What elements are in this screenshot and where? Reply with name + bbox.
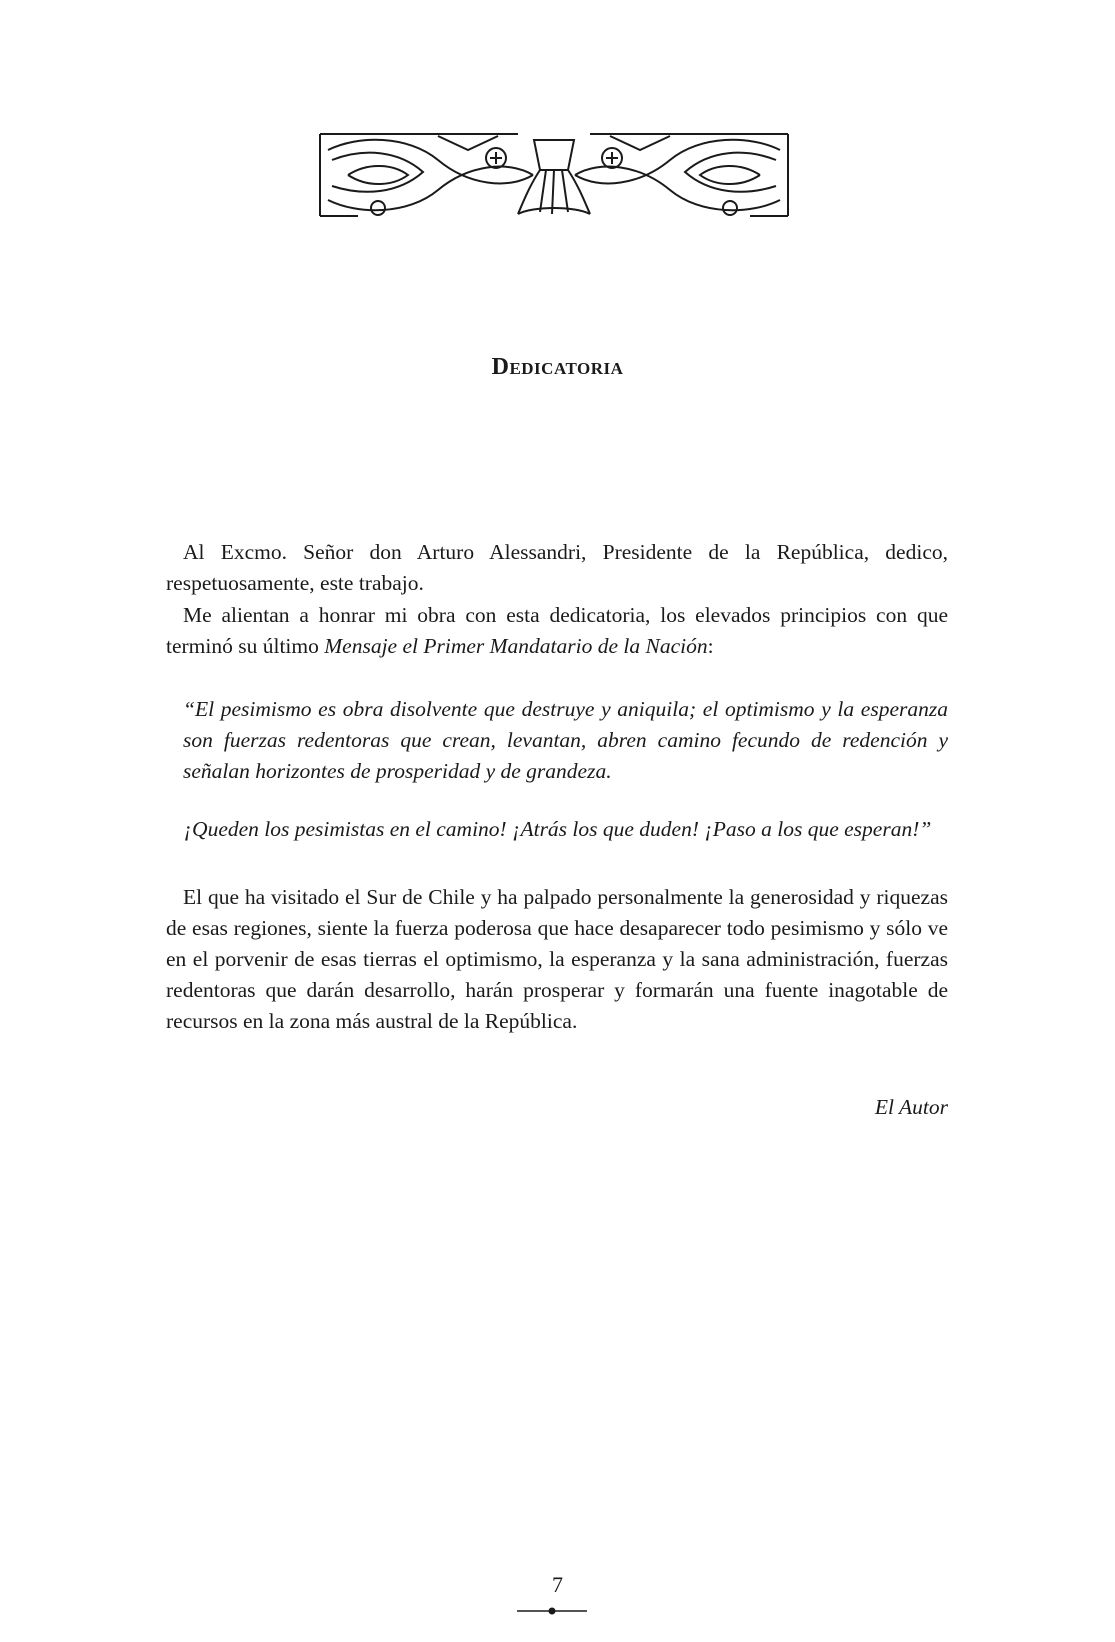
block-quote-closing: ¡Queden los pesimistas en el camino! ¡Atrás los que duden! ¡Paso a los que esperan!” <box>183 817 932 841</box>
closing-paragraph <box>166 882 948 1037</box>
paragraph-text: Al Excmo. Señor don Arturo Alessandri, Presidente de la República, dedico, respetuosamente, este trabajo. <box>166 540 948 595</box>
paragraph-end: : <box>707 634 714 658</box>
message-title: Mensaje el Primer Mandatario de la Nación <box>324 634 708 658</box>
art-nouveau-ornament-icon <box>318 130 790 222</box>
page-number: 7 <box>552 1572 563 1597</box>
motivation-paragraph <box>166 600 948 662</box>
dedication-paragraph <box>166 537 948 599</box>
page-title: Dedicatoria <box>491 354 624 380</box>
author-signature: El Autor <box>874 1095 948 1119</box>
paragraph-start: Me alientan a honrar mi obra con esta dedicatoria, los elevados principios con que terminó su último <box>166 603 948 658</box>
paragraph-text <box>166 600 948 662</box>
dot-rule-ornament-icon <box>517 1606 587 1616</box>
paragraph-text: El que ha visitado el Sur de Chile y ha palpado personalmente la generosidad y riquezas de esas regiones, siente la fuerza poderosa que hace desaparecer todo pesimismo y sólo ve en el porvenir de esas tierras el optimismo, la esperanza y la sana administración, fuerzas redentoras que darán desarrollo, harán prosperar y formarán una fuente inagotable de recursos en la zona más austral de la República. <box>166 885 948 1033</box>
block-quote: “El pesimismo es obra disolvente que destruye y aniquila; el optimismo y la esperanza son fuerzas redentoras que crean, levantan, abren camino fecundo de redención y señalan horizontes de prosperidad y de grandeza. <box>183 697 948 783</box>
